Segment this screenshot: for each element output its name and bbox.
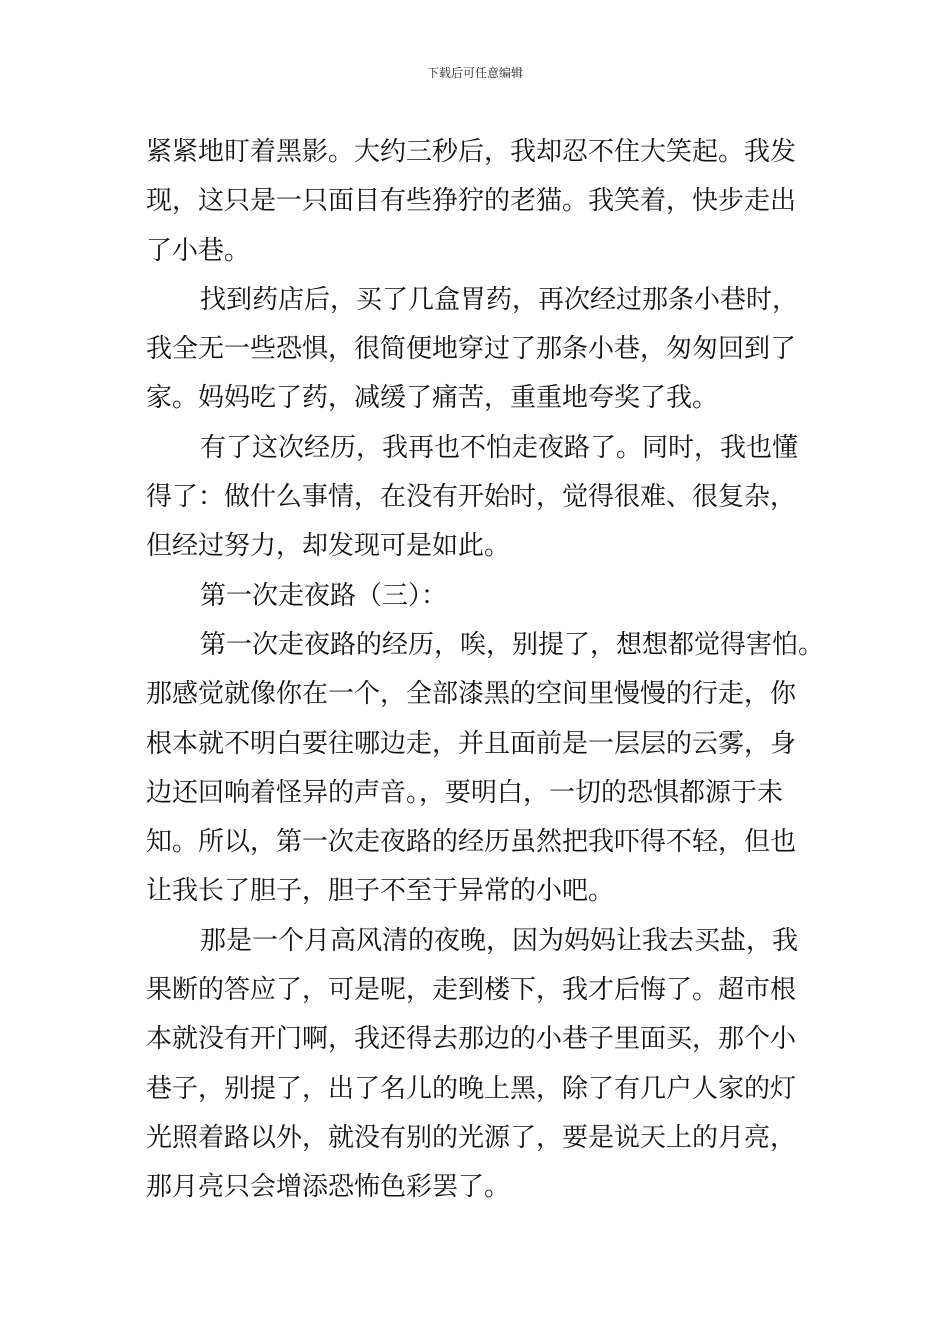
text-line: 得了：做什么事情，在没有开始时，觉得很难、很复杂， [146,482,797,513]
text-line: 我全无一些恐惧，很简便地穿过了那条小巷，匆匆回到了 [146,334,797,365]
document-body [146,128,846,1213]
paragraph [146,621,846,917]
text-line: 让我长了胆子，胆子不至于异常的小吧。 [146,876,615,907]
text-line: 第一次走夜路的经历，唉，别提了，想想都觉得害怕。 [200,629,825,660]
text-line: 本就没有开门啊，我还得去那边的小巷子里面买，那个小 [146,1024,797,1055]
paragraph [146,424,846,572]
text-line: 但经过努力，却发现可是如此。 [146,531,511,562]
text-line: 果断的答应了，可是呢，走到楼下，我才后悔了。超市根 [146,975,797,1006]
text-line: 那是一个月高风清的夜晚，因为妈妈让我去买盐，我 [200,925,799,956]
text-line: 找到药店后，买了几盒胃药，再次经过那条小巷时， [200,284,799,315]
paragraph [146,276,846,424]
text-line: 光照着路以外，就没有别的光源了，要是说天上的月亮， [146,1122,797,1153]
paragraph [146,128,846,276]
text-line: 知。所以，第一次走夜路的经历虽然把我吓得不轻，但也 [146,827,797,858]
page-header: 下载后可任意编辑 [426,66,523,80]
text-line: 根本就不明白要往哪边走，并且面前是一层层的云雾，身 [146,728,797,759]
text-line: 紧紧地盯着黑影。大约三秒后，我却忍不住大笑起。我发 [146,137,797,167]
text-line: 家。妈妈吃了药，减缓了痛苦，重重地夸奖了我。 [146,383,719,414]
paragraph [146,917,846,1213]
text-line: 现，这只是一只面目有些狰狞的老猫。我笑着，快步走出 [146,186,797,217]
text-line: 了小巷。 [146,235,251,266]
text-line: 第一次走夜路（三）： [200,580,448,611]
text-line: 那感觉就像你在一个，全部漆黑的空间里慢慢的行走，你 [146,679,797,710]
text-line: 巷子，别提了，出了名儿的晚上黑，除了有几户人家的灯 [146,1073,797,1104]
paragraph [146,572,846,621]
text-line: 有了这次经历，我再也不怕走夜路了。同时，我也懂 [200,432,799,463]
text-line: 边还回响着怪异的声音。，要明白，一切的恐惧都源于未 [146,777,784,808]
text-line: 那月亮只会增添恐怖色彩罢了。 [146,1172,511,1203]
